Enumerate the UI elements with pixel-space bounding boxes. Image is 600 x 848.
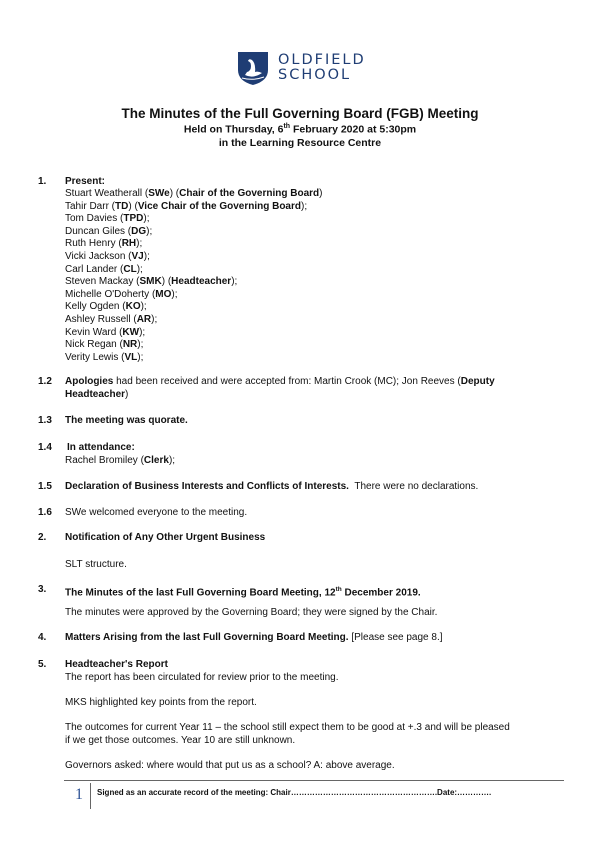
list-item: Michelle O'Doherty (MO);	[65, 288, 178, 300]
swan-shield-icon	[236, 50, 270, 86]
section-number: 1.2	[38, 376, 52, 387]
present-list	[65, 188, 323, 364]
meeting-location: in the Learning Resource Centre	[218, 137, 382, 149]
section-number: 3.	[38, 584, 47, 595]
present-heading: Present:	[65, 176, 106, 187]
list-item: Steven Mackay (SMK) (Headteacher);	[65, 276, 238, 288]
section-number: 1.5	[38, 481, 52, 492]
section-heading: Matters Arising from the last Full Governing Board Meeting. [Please see page 8.]	[65, 632, 443, 643]
apologies-text: Apologies had been received and were accepted from: Martin Crook (MC); Jon Reeves (Deputy Headteacher)	[65, 376, 495, 400]
declaration-text: Declaration of Business Interests and Conflicts of Interests. There were no declarations.	[65, 481, 479, 492]
list-item: Kelly Ogden (KO);	[65, 301, 147, 313]
section-heading: Headteacher's Report	[65, 659, 168, 670]
list-item: Tom Davies (TPD);	[65, 213, 150, 225]
section-number: 5.	[38, 659, 47, 670]
signature-line: Signed as an accurate record of the meeting: Chair……………………………………………….Date:………….	[97, 788, 492, 797]
attendance-block: In attendance: Rachel Bromiley (Clerk);	[65, 442, 176, 466]
list-item: Ashley Russell (AR);	[65, 313, 158, 325]
list-item: Carl Lander (CL);	[65, 263, 143, 275]
section-body: SLT structure.	[65, 559, 127, 570]
list-item: Vicki Jackson (VJ);	[65, 250, 150, 262]
section-heading: Notification of Any Other Urgent Business	[65, 532, 266, 543]
meeting-date: Held on Thursday, 6th February 2020 at 5:30pm	[183, 123, 417, 136]
list-item: Tahir Darr (TD) (Vice Chair of the Governing Board);	[65, 200, 308, 212]
list-item: Nick Regan (NR);	[65, 339, 144, 351]
list-item: Kevin Ward (KW);	[65, 326, 146, 338]
school-name-line2: SCHOOL	[278, 67, 352, 83]
footer-separator	[90, 783, 91, 809]
report-paragraph: The report has been circulated for review prior to the meeting.	[65, 672, 339, 683]
list-item: Duncan Giles (DG);	[65, 225, 153, 237]
list-item: Stuart Weatherall (SWe) (Chair of the Governing Board)	[65, 188, 323, 199]
quorate-text: The meeting was quorate.	[65, 415, 188, 426]
section-number: 1.3	[38, 415, 52, 426]
school-name-line1: OLDFIELD	[278, 52, 366, 68]
section-number: 4.	[38, 632, 47, 643]
report-paragraph: The outcomes for current Year 11 – the school still expect them to be good at +.3 and will be pleased if we get those outcomes. Year 10 are still unknown.	[65, 722, 510, 746]
section-number: 2.	[38, 532, 47, 543]
section-number: 1.	[38, 176, 47, 187]
section-heading: The Minutes of the last Full Governing Board Meeting, 12th December 2019.	[65, 586, 421, 599]
footer-divider	[64, 780, 564, 781]
list-item: Ruth Henry (RH);	[65, 238, 143, 250]
page-number: 1	[75, 786, 83, 803]
section-body: The minutes were approved by the Governing Board; they were signed by the Chair.	[65, 607, 438, 618]
report-paragraph: Governors asked: where would that put us as a school? A: above average.	[65, 760, 395, 771]
welcome-text: SWe welcomed everyone to the meeting.	[65, 507, 248, 518]
list-item: Verity Lewis (VL);	[65, 351, 144, 363]
report-paragraph: MKS highlighted key points from the report.	[65, 697, 257, 708]
school-logo	[236, 50, 366, 86]
section-number: 1.6	[38, 507, 52, 518]
document-title: The Minutes of the Full Governing Board (FGB) Meeting	[121, 106, 479, 121]
section-number: 1.4	[38, 442, 52, 453]
